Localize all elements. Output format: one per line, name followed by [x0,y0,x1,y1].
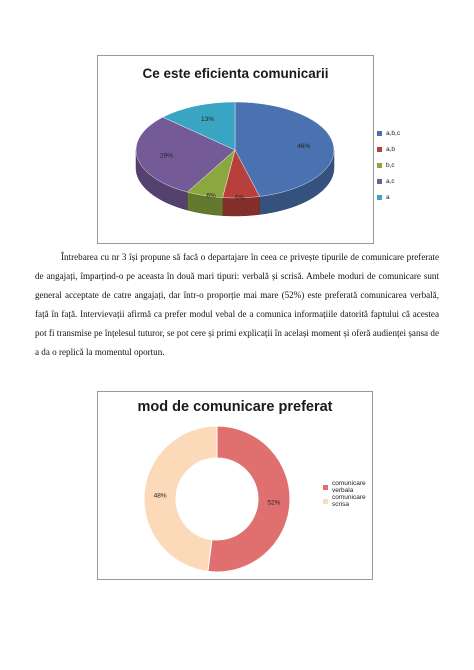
legend-label: b,c [386,161,395,169]
data-label-a-c: 29% [160,152,174,160]
chart-legend [377,125,400,205]
pie-chart-eficienta [97,55,401,244]
legend-swatch [323,499,328,504]
legend-swatch [377,131,382,136]
legend-swatch [377,163,382,168]
legend-item-a [377,189,400,205]
pie-slices [136,102,334,198]
legend-item-a-c [377,173,400,189]
legend-swatch [377,179,382,184]
legend-item-comunicare-scrisa [323,494,372,508]
legend-label: comunicare verbala [332,480,366,494]
legend-item-comunicare-verbala [323,480,372,494]
body-paragraph [35,248,439,363]
legend-swatch [377,147,382,152]
legend-label: a [386,193,390,201]
chart-title: mod de comunicare preferat [137,399,333,415]
legend-swatch [377,195,382,200]
legend-label: a,b [386,145,396,153]
legend-swatch [323,485,328,490]
data-label-b-c: 6% [206,192,216,200]
legend-item-a-b-c [377,125,400,141]
pie-plot [98,56,373,243]
legend-item-b-c [377,157,400,173]
legend-label: comunicare scrisa [332,494,366,508]
legend-label: a,b,c [386,129,401,137]
data-label-a: 13% [200,116,214,124]
doughnut-chart-comunicare [97,391,373,580]
data-label-a-b-c: 46% [297,142,311,150]
chart-title: Ce este eficienta comunicarii [142,66,329,81]
data-label-comunicare-verbala: 52% [267,499,281,507]
legend-label: a,c [386,177,395,185]
data-label-comunicare-scrisa: 48% [153,492,167,500]
data-label-a-b: 6% [235,194,245,202]
paragraph-text: Întrebarea cu nr 3 își propune să facă o departajare în ceea ce privește tipurile de comunicare preferate de angajați, împarțind-o pe aceasta în două mari tipuri: verbală și scrisă. Ambele moduri de comunicare sunt general acceptate de catre angajați, dar într-o proporție mai mare (52%) este preferată comunicarea verbală, față în față. Intervievații afirmă ca prefer modul vebal de a comunica informațiile datorită faptului că acestea pot fi transmise pe înțelesul tuturor, se pot cere și primi explicații în același moment și oferă audienței șansa de a da o replică la momentul oportun. [35,252,439,358]
chart-legend [323,480,372,508]
legend-item-a-b [377,141,400,157]
